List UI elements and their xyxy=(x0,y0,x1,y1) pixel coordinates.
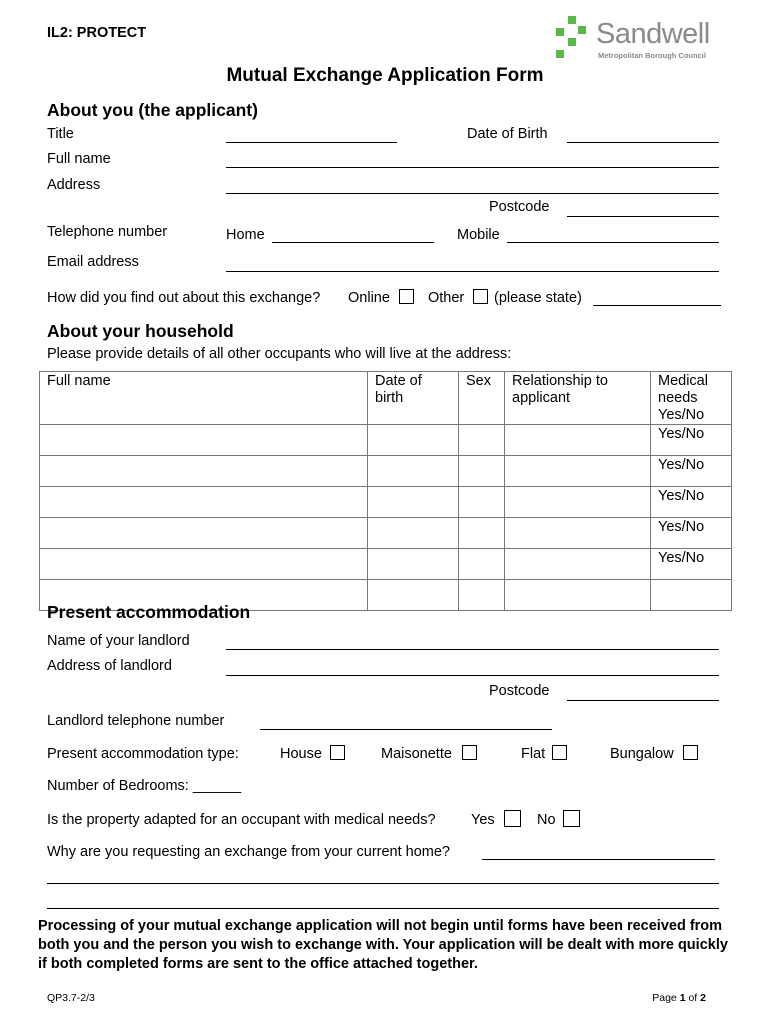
occupant-relationship-cell[interactable] xyxy=(505,518,651,549)
reason-question: Why are you requesting an exchange from your current home? xyxy=(47,844,450,860)
medical-needs-header: Medical needs xyxy=(658,373,708,406)
table-row xyxy=(40,425,732,456)
mobile-field[interactable] xyxy=(507,242,719,243)
occupant-sex-cell[interactable] xyxy=(459,580,505,611)
occupant-medical-cell[interactable]: Yes/No xyxy=(651,425,732,456)
adapted-question: Is the property adapted for an occupant with medical needs? xyxy=(47,812,436,828)
occupant-name-cell[interactable] xyxy=(40,425,368,456)
dob-label: Date of Birth xyxy=(467,126,548,142)
adapted-no-checkbox[interactable] xyxy=(563,810,580,827)
occupant-medical-cell[interactable]: Yes/No xyxy=(651,456,732,487)
flat-checkbox[interactable] xyxy=(552,745,567,760)
page-total: 2 xyxy=(700,992,706,1004)
fullname-label: Full name xyxy=(47,151,111,167)
address-field[interactable] xyxy=(226,193,719,194)
occupant-name-cell[interactable] xyxy=(40,518,368,549)
telephone-label: Telephone number xyxy=(47,224,168,240)
landlord-phone-field[interactable] xyxy=(260,729,552,730)
other-checkbox[interactable] xyxy=(473,289,488,304)
form-title: Mutual Exchange Application Form xyxy=(226,65,544,86)
table-row xyxy=(40,487,732,518)
house-checkbox[interactable] xyxy=(330,745,345,760)
online-label: Online xyxy=(348,290,390,306)
occupants-table xyxy=(39,371,732,611)
page-current: 1 xyxy=(679,992,686,1004)
fullname-field[interactable] xyxy=(226,167,719,168)
title-label: Title xyxy=(47,126,74,142)
flat-label: Flat xyxy=(521,746,546,762)
email-field[interactable] xyxy=(226,271,719,272)
council-logo xyxy=(556,16,732,62)
landlord-address-label: Address of landlord xyxy=(47,658,172,674)
occupant-name-cell[interactable] xyxy=(40,456,368,487)
landlord-postcode-field[interactable] xyxy=(567,700,719,701)
col-full-name: Full name xyxy=(40,372,368,425)
adapted-yes-label: Yes xyxy=(471,812,495,828)
logo-wordmark: Sandwell xyxy=(596,18,710,50)
occupant-relationship-cell[interactable] xyxy=(505,549,651,580)
table-row xyxy=(40,518,732,549)
table-header-row xyxy=(40,372,732,425)
occupant-medical-cell[interactable]: Yes/No xyxy=(651,487,732,518)
reason-field-1[interactable] xyxy=(482,859,715,860)
bungalow-label: Bungalow xyxy=(610,746,674,762)
occupant-medical-cell[interactable] xyxy=(651,580,732,611)
household-heading: About your household xyxy=(47,321,234,341)
maisonette-label: Maisonette xyxy=(381,746,452,762)
bedrooms-label: Number of Bedrooms: ______ xyxy=(47,778,242,794)
logo-subtitle: Metropolitan Borough Council xyxy=(598,51,706,60)
occupant-dob-cell[interactable] xyxy=(368,580,459,611)
col-relationship: Relationship to applicant xyxy=(505,372,651,425)
online-checkbox[interactable] xyxy=(399,289,414,304)
reason-field-3[interactable] xyxy=(47,908,719,909)
occupant-relationship-cell[interactable] xyxy=(505,456,651,487)
occupant-dob-cell[interactable] xyxy=(368,549,459,580)
classification-label: IL2: PROTECT xyxy=(47,25,147,41)
other-label: Other xyxy=(428,290,465,306)
home-phone-label: Home xyxy=(226,227,265,243)
table-row xyxy=(40,456,732,487)
home-phone-field[interactable] xyxy=(272,242,434,243)
occupant-sex-cell[interactable] xyxy=(459,425,505,456)
please-state-label: (please state) xyxy=(494,290,582,306)
occupant-dob-cell[interactable] xyxy=(368,518,459,549)
landlord-postcode-label: Postcode xyxy=(489,683,550,699)
address-label: Address xyxy=(47,177,101,193)
adapted-no-label: No xyxy=(537,812,556,828)
occupant-sex-cell[interactable] xyxy=(459,549,505,580)
house-label: House xyxy=(280,746,322,762)
postcode-field[interactable] xyxy=(567,216,719,217)
occupant-name-cell[interactable] xyxy=(40,549,368,580)
table-row xyxy=(40,549,732,580)
found-question: How did you find out about this exchange? xyxy=(47,290,321,306)
landlord-name-label: Name of your landlord xyxy=(47,633,190,649)
landlord-name-field[interactable] xyxy=(226,649,719,650)
landlord-address-field[interactable] xyxy=(226,675,719,676)
reason-field-2[interactable] xyxy=(47,883,719,884)
email-label: Email address xyxy=(47,254,139,270)
accommodation-heading: Present accommodation xyxy=(47,602,251,622)
occupant-sex-cell[interactable] xyxy=(459,487,505,518)
title-field[interactable] xyxy=(226,142,397,143)
page-of: of xyxy=(688,992,698,1004)
occupant-dob-cell[interactable] xyxy=(368,425,459,456)
household-instruction: Please provide details of all other occupants who will live at the address: xyxy=(47,346,512,362)
form-code: QP3.7-2/3 xyxy=(47,992,95,1004)
dob-field[interactable] xyxy=(567,142,719,143)
page-number xyxy=(652,992,706,1004)
occupant-relationship-cell[interactable] xyxy=(505,425,651,456)
about-you-heading: About you (the applicant) xyxy=(47,100,258,120)
occupant-dob-cell[interactable] xyxy=(368,487,459,518)
accommodation-type-label: Present accommodation type: xyxy=(47,746,239,762)
adapted-yes-checkbox[interactable] xyxy=(504,810,521,827)
bungalow-checkbox[interactable] xyxy=(683,745,698,760)
occupant-relationship-cell[interactable] xyxy=(505,580,651,611)
occupant-name-cell[interactable] xyxy=(40,487,368,518)
landlord-phone-label: Landlord telephone number xyxy=(47,713,225,729)
col-sex: Sex xyxy=(459,372,505,425)
occupant-medical-cell[interactable]: Yes/No xyxy=(651,549,732,580)
mobile-label: Mobile xyxy=(457,227,500,243)
postcode-label: Postcode xyxy=(489,199,550,215)
occupant-sex-cell[interactable] xyxy=(459,456,505,487)
medical-yes-no: Yes/No xyxy=(658,407,705,423)
page-prefix: Page xyxy=(652,992,677,1004)
maisonette-checkbox[interactable] xyxy=(462,745,477,760)
col-medical-needs xyxy=(651,372,732,425)
other-source-field[interactable] xyxy=(593,305,721,306)
occupant-sex-cell[interactable] xyxy=(459,518,505,549)
logo-squares-icon xyxy=(556,16,592,60)
occupant-medical-cell[interactable]: Yes/No xyxy=(651,518,732,549)
col-date-of-birth: Date of birth xyxy=(368,372,459,425)
processing-note: Processing of your mutual exchange application will not begin until forms have been received from both you and the person you wish to exchange with. Your application will be dealt with more quickly if both completed forms are sent to the office attached together. xyxy=(38,918,728,972)
occupant-dob-cell[interactable] xyxy=(368,456,459,487)
occupant-relationship-cell[interactable] xyxy=(505,487,651,518)
